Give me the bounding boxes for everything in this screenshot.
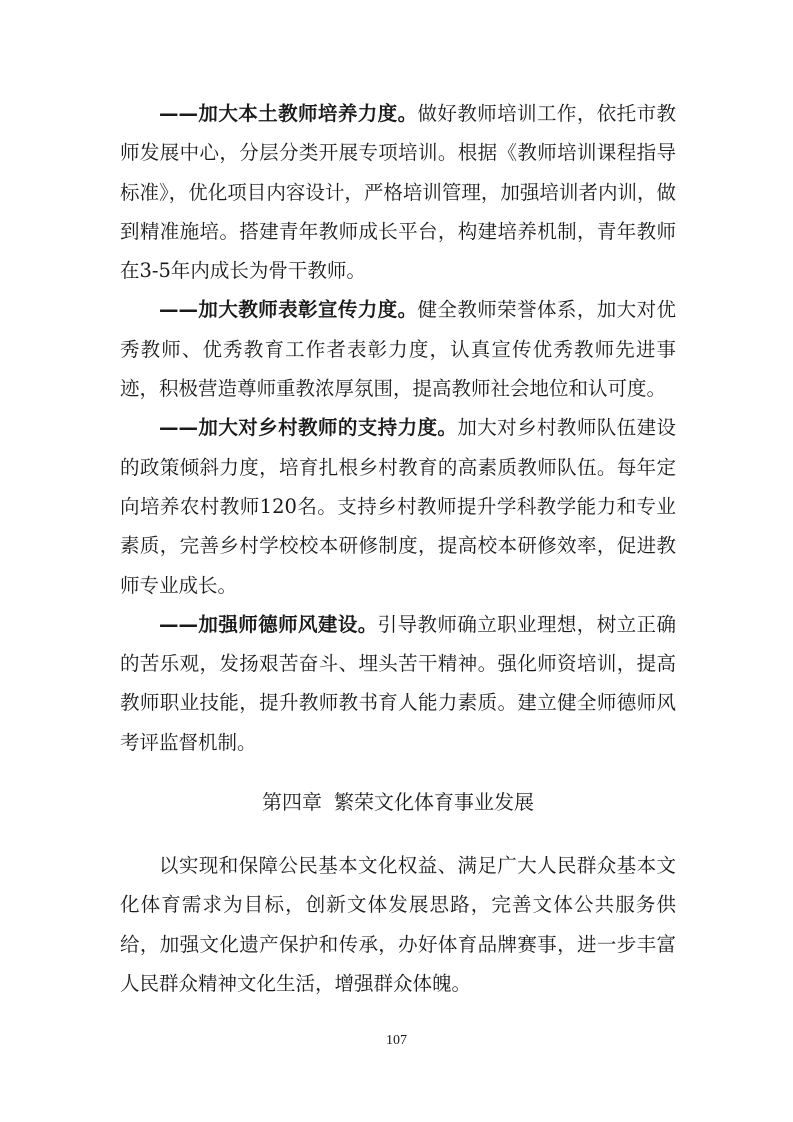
paragraph-teacher-commendation	[120, 290, 676, 408]
paragraph-text: 加大对乡村教师队伍建设的政策倾斜力度，培育扎根乡村教育的高素质教师队伍。每年定向培养农村教师120名。支持乡村教师提升学科教学能力和专业素质，完善乡村学校校本研修制度，提高校本研修效率，促进教师专业成长。	[120, 416, 676, 597]
paragraph-rural-teacher-support	[120, 408, 676, 604]
chapter-heading	[120, 782, 676, 822]
chapter-intro-paragraph: 以实现和保障公民基本文化权益、满足广大人民群众基本文化体育需求为目标，创新文体发展思路，完善文体公共服务供给，加强文化遗产保护和传承，办好体育品牌赛事，进一步丰富人民群众精神文化生活，增强群众体魄。	[120, 854, 676, 995]
paragraph-text: 引导教师确立职业理想，树立正确的苦乐观，发扬艰苦奋斗、埋头苦干精神。强化师资培训，提高教师职业技能，提升教师教书育人能力素质。建立健全师德师风考评监督机制。	[120, 612, 676, 754]
document-body	[120, 94, 676, 1003]
paragraph-lead: ——加大本土教师培养力度。	[159, 102, 418, 125]
paragraph-lead: ——加大教师表彰宣传力度。	[159, 298, 418, 322]
paragraph-teacher-ethics	[120, 605, 676, 762]
paragraph-text: 健全教师荣誉体系，加大对优秀教师、优秀教育工作者表彰力度，认真宣传优秀教师先进事迹，积极营造尊师重教浓厚氛围，提高教师社会地位和认可度。	[120, 298, 676, 401]
chapter-number: 第四章	[262, 790, 322, 815]
paragraph-local-teacher-training	[120, 94, 676, 290]
paragraph-lead: ——加强师德师风建设。	[159, 612, 378, 636]
paragraph-text: 做好教师培训工作，依托市教师发展中心，分层分类开展专项培训。根据《教师培训课程指导标准》，优化项目内容设计，严格培训管理，加强培训者内训，做到精准施培。搭建青年教师成长平台，构建培养机制，青年教师在3-5年内成长为骨干教师。	[120, 102, 676, 283]
chapter-title: 繁荣文化体育事业发展	[334, 790, 534, 815]
page-number: 107	[386, 1033, 407, 1048]
paragraph-lead: ——加大对乡村教师的支持力度。	[159, 416, 458, 440]
